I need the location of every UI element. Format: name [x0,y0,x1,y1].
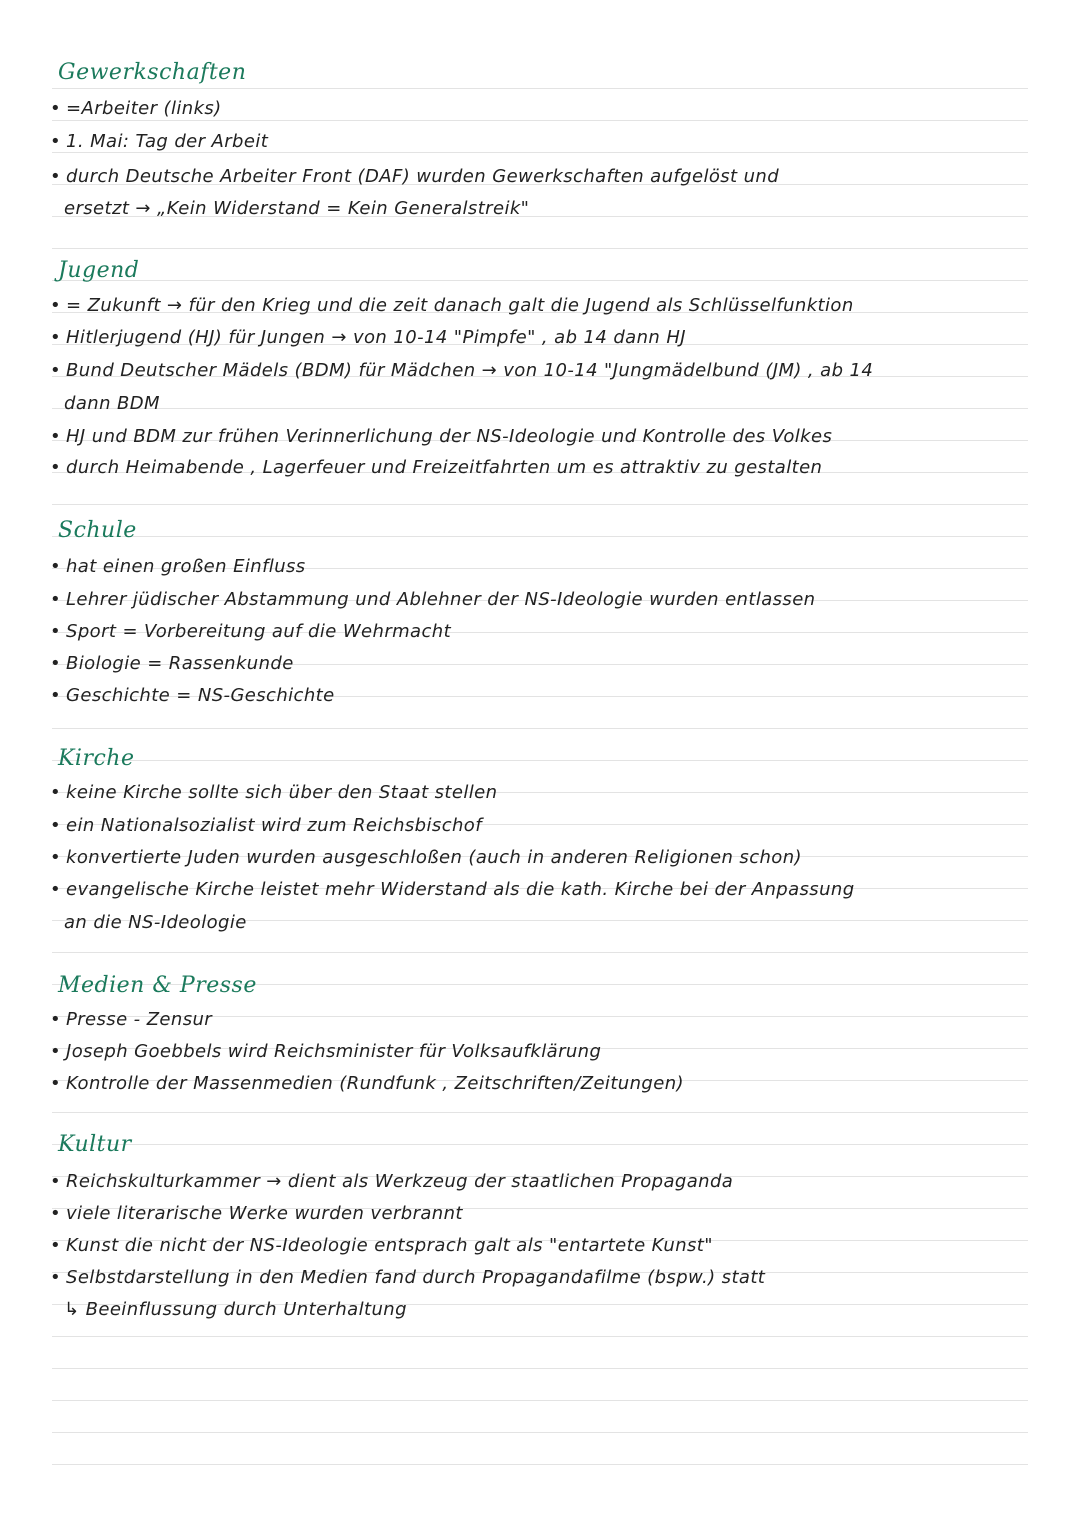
list-item-continuation: dann BDM [64,393,160,414]
section-title-kultur: Kultur [58,1132,132,1157]
list-item: • 1. Mai: Tag der Arbeit [52,130,1028,154]
list-item: • durch Deutsche Arbeiter Front (DAF) wurden Gewerkschaften aufgelöst und [52,165,1028,189]
list-item: • Bund Deutscher Mädels (BDM) für Mädchen → von 10-14 "Jungmädelbund (JM) , ab 14 [52,359,1028,383]
list-item: • Sport = Vorbereitung auf die Wehrmacht [52,620,1028,644]
list-item: • Joseph Goebbels wird Reichsminister für Volksaufklärung [52,1040,1028,1064]
list-item: • =Arbeiter (links) [52,97,1028,121]
list-item: • hat einen großen Einfluss [52,555,1028,579]
list-item-continuation: ↳ Beeinflussung durch Unterhaltung [64,1299,407,1320]
list-item: • Selbstdarstellung in den Medien fand durch Propagandafilme (bspw.) statt [52,1266,1028,1290]
list-item: • ein Nationalsozialist wird zum Reichsbischof [52,814,1028,838]
section-title-medien-presse: Medien & Presse [58,973,257,998]
list-item-continuation: ersetzt → „Kein Widerstand = Kein Generalstreik" [64,198,530,219]
list-item: • = Zukunft → für den Krieg und die zeit danach galt die Jugend als Schlüsselfunktion [52,294,1028,318]
list-item: • konvertierte Juden wurden ausgeschloßen (auch in anderen Religionen schon) [52,846,1028,870]
list-item: • HJ und BDM zur frühen Verinnerlichung der NS-Ideologie und Kontrolle des Volkes [52,425,1028,449]
list-item: • Lehrer jüdischer Abstammung und Ablehner der NS-Ideologie wurden entlassen [52,588,1028,612]
list-item: • Reichskulturkammer → dient als Werkzeug der staatlichen Propaganda [52,1170,1028,1194]
list-item: • durch Heimabende , Lagerfeuer und Freizeitfahrten um es attraktiv zu gestalten [52,456,1028,480]
section-title-jugend: Jugend [58,258,140,283]
list-item: • Kunst die nicht der NS-Ideologie entsprach galt als "entartete Kunst" [52,1234,1028,1258]
list-item: • Hitlerjugend (HJ) für Jungen → von 10-14 "Pimpfe" , ab 14 dann HJ [52,326,1028,350]
list-item: • keine Kirche sollte sich über den Staat stellen [52,781,1028,805]
section-title-schule: Schule [58,518,137,543]
list-item: • viele literarische Werke wurden verbrannt [52,1202,1028,1226]
list-item: • Biologie = Rassenkunde [52,652,1028,676]
list-item-continuation: an die NS-Ideologie [64,912,247,933]
list-item: • Presse - Zensur [52,1008,1028,1032]
list-item: • Kontrolle der Massenmedien (Rundfunk , Zeitschriften/Zeitungen) [52,1072,1028,1096]
list-item: • evangelische Kirche leistet mehr Widerstand als die kath. Kirche bei der Anpassung [52,878,1028,902]
section-title-kirche: Kirche [58,746,135,771]
list-item: • Geschichte = NS-Geschichte [52,684,1028,708]
section-title-gewerkschaften: Gewerkschaften [58,60,247,85]
